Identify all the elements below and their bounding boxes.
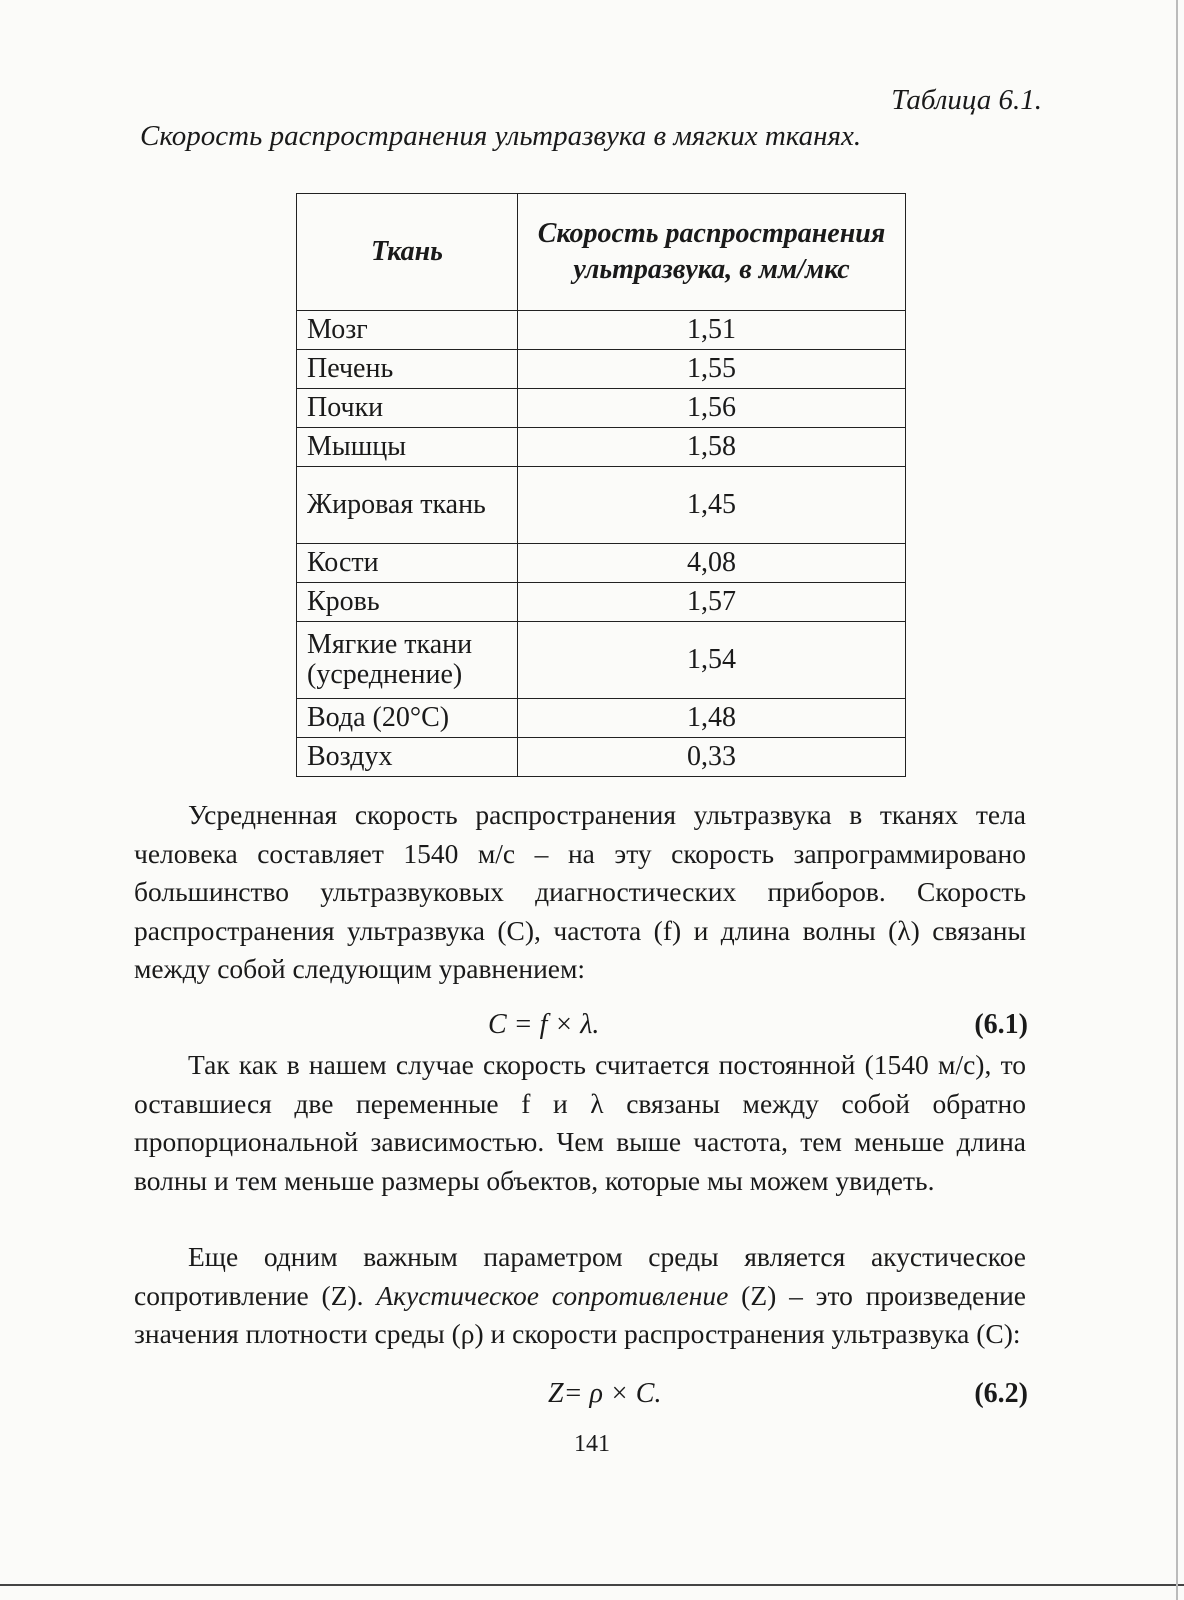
data-table (296, 193, 906, 777)
tissue-cell: Мышцы (297, 428, 518, 467)
equation-6-2-number: (6.2) (974, 1378, 1028, 1409)
tissue-cell: Мягкие ткани (усреднение) (297, 622, 518, 699)
paragraph-text: Еще одним важным параметром среды является акустическое сопротивление (Z). (134, 1241, 1026, 1311)
speed-cell: 1,48 (518, 699, 906, 738)
speed-cell: 4,08 (518, 544, 906, 583)
table-label: Таблица 6.1. (891, 84, 1042, 116)
speed-cell: 0,33 (518, 738, 906, 777)
speed-cell: 1,45 (518, 467, 906, 544)
speed-cell: 1,54 (518, 622, 906, 699)
page-number: 141 (574, 1431, 610, 1457)
table-caption: Скорость распространения ультразвука в мягких тканях. (140, 120, 862, 152)
scan-edge-bottom (0, 1584, 1184, 1586)
equation-6-1-number: (6.1) (974, 1009, 1028, 1040)
paragraph-average-speed: Усредненная скорость распространения ультразвука в тканях тела человека составляет 1540 м/с – на эту скорость запрограммировано большинство ультразвуковых диагностических приборов. Скорость распространения ультразвука (C), частота (f) и длина волны (λ) связаны между собой следующим уравнением: (134, 799, 1026, 984)
table-row (297, 622, 906, 699)
scan-edge-right (1176, 0, 1178, 1600)
table-row (297, 350, 906, 389)
speed-cell: 1,57 (518, 583, 906, 622)
header-speed: Скорость распространения ультразвука, в мм/мкс (518, 194, 906, 311)
tissue-cell: Воздух (297, 738, 518, 777)
table-row (297, 467, 906, 544)
table-row (297, 544, 906, 583)
paragraph-text: (Z) – это произведение значения плотности среды (ρ) и скорости распространения ультразвука (C): (134, 1279, 1026, 1349)
tissue-cell: Кровь (297, 583, 518, 622)
speed-cell: 1,55 (518, 350, 906, 389)
table-row (297, 699, 906, 738)
tissue-cell: Почки (297, 389, 518, 428)
paragraph-inverse-relation: Так как в нашем случае скорость считается постоянной (1540 м/с), то оставшиеся две переменные f и λ связаны между собой обратно пропорциональной зависимостью. Чем выше частота, тем меньше длина волны и тем меньше размеры объектов, которые мы можем увидеть. (134, 1049, 1026, 1196)
table-row (297, 428, 906, 467)
paragraph-acoustic-impedance (134, 1238, 1026, 1354)
equation-6-1: C = f × λ. (488, 1009, 600, 1040)
tissue-cell: Вода (20°С) (297, 699, 518, 738)
speed-cell: 1,51 (518, 311, 906, 350)
table-header-row (297, 194, 906, 311)
term-acoustic-impedance: Акустическое сопротивление (376, 1279, 729, 1311)
tissue-cell: Печень (297, 350, 518, 389)
header-tissue: Ткань (297, 194, 518, 311)
table-row (297, 738, 906, 777)
speed-cell: 1,58 (518, 428, 906, 467)
tissue-cell: Мозг (297, 311, 518, 350)
tissue-cell: Кости (297, 544, 518, 583)
tissue-cell: Жировая ткань (297, 467, 518, 544)
table-row (297, 389, 906, 428)
equation-6-2: Z= ρ × C. (548, 1378, 662, 1409)
table-row (297, 583, 906, 622)
table-row (297, 311, 906, 350)
speed-cell: 1,56 (518, 389, 906, 428)
